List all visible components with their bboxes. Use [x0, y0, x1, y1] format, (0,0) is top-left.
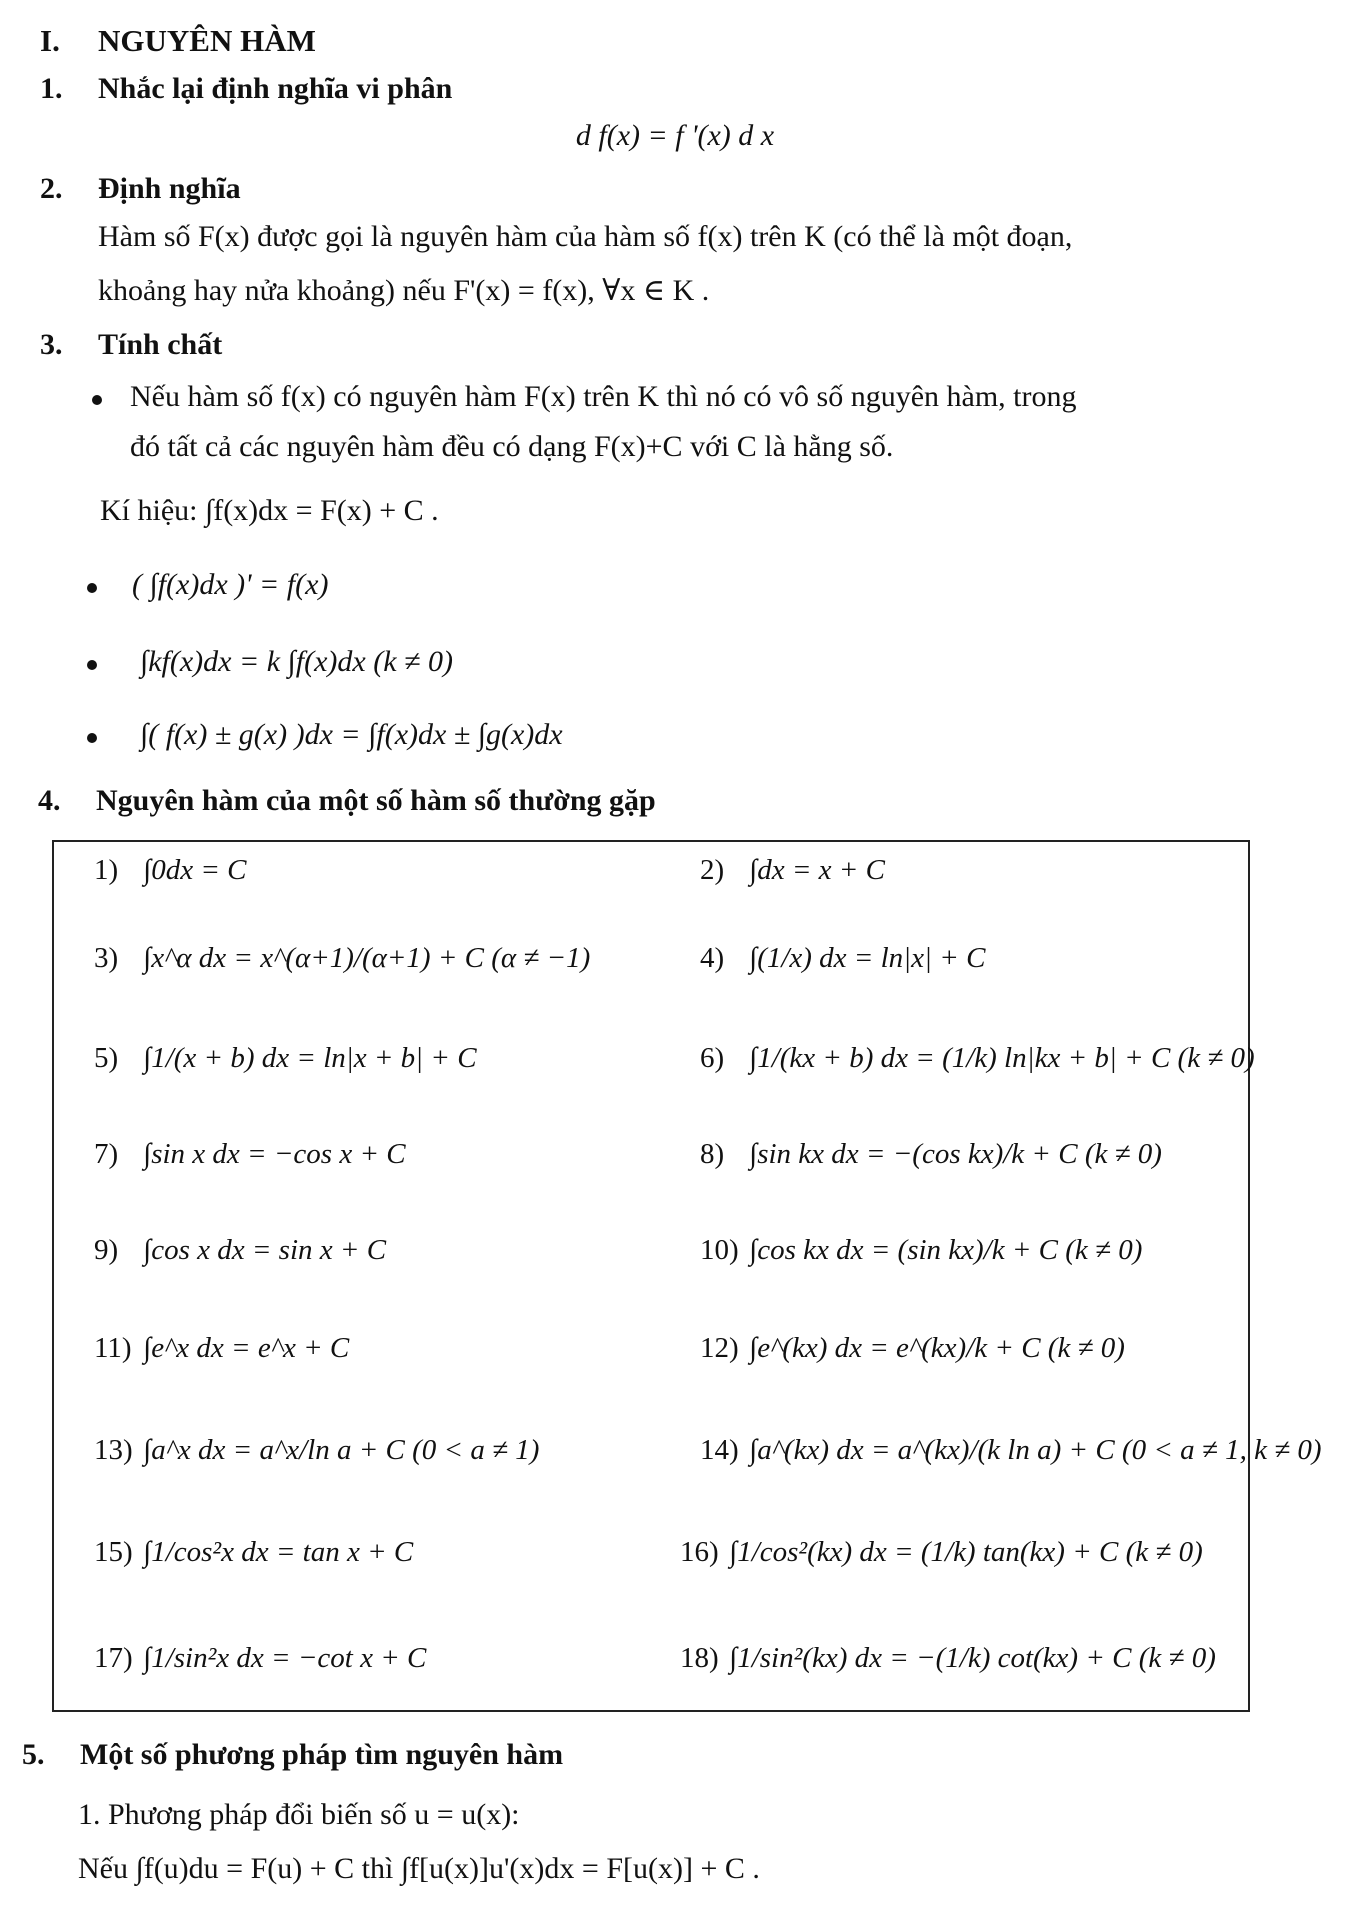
differential-formula: d f(x) = f '(x) d x [575, 119, 775, 152]
formula-item [94, 1040, 477, 1076]
subsection-heading-3 [40, 326, 222, 364]
subsection-heading-5 [22, 1736, 563, 1774]
subsection-title: Tính chất [98, 328, 223, 361]
definition-line-1: Hàm số F(x) được gọi là nguyên hàm của hàm số f(x) trên K (có thể là một đoạn, [98, 220, 1073, 253]
formula-number: 18) [680, 1642, 719, 1674]
method-formula: Nếu ∫f(u)du = F(u) + C thì ∫f[u(x)]u'(x)dx = F[u(x)] + C . [78, 1852, 760, 1885]
formula-number: 5) [94, 1042, 119, 1074]
subsection-heading-4 [38, 782, 656, 820]
formula-text: ∫e^x dx = e^x + C [143, 1332, 350, 1364]
subsection-title: Nhắc lại định nghĩa vi phân [98, 72, 453, 105]
bullet-icon [87, 660, 97, 670]
subsection-title: Nguyên hàm của một số hàm số thường gặp [96, 784, 656, 817]
section-heading [40, 22, 316, 60]
formula-text: ∫1/sin²x dx = −cot x + C [143, 1642, 427, 1674]
formula-number: 2) [700, 854, 725, 886]
formula-item [700, 940, 985, 976]
property-constant-multiple: ∫kf(x)dx = k ∫f(x)dx (k ≠ 0) [140, 645, 453, 678]
notation-line: Kí hiệu: ∫f(x)dx = F(x) + C . [100, 494, 439, 527]
formula-text: ∫cos x dx = sin x + C [143, 1234, 387, 1266]
formula-number: 9) [94, 1234, 119, 1266]
formula-item [700, 1136, 1162, 1172]
formula-number: 6) [700, 1042, 725, 1074]
formula-text: ∫sin kx dx = −(cos kx)/k + C (k ≠ 0) [749, 1138, 1162, 1170]
formula-number: 3) [94, 942, 119, 974]
formula-number: 14) [700, 1434, 739, 1466]
formula-item [700, 852, 885, 888]
formula-text: ∫e^(kx) dx = e^(kx)/k + C (k ≠ 0) [749, 1332, 1125, 1364]
bullet-icon [87, 733, 97, 743]
formula-number: 16) [680, 1536, 719, 1568]
formula-item [680, 1640, 1216, 1676]
section-title: NGUYÊN HÀM [98, 23, 316, 58]
formula-text: ∫(1/x) dx = ln|x| + C [749, 942, 986, 974]
formula-item [94, 1136, 406, 1172]
property-sum: ∫( f(x) ± g(x) )dx = ∫f(x)dx ± ∫g(x)dx [140, 718, 563, 751]
formula-number: 12) [700, 1332, 739, 1364]
formula-item [94, 1232, 386, 1268]
subsection-number: 2. [40, 172, 63, 205]
formula-number: 7) [94, 1138, 119, 1170]
subsection-number: 1. [40, 72, 63, 105]
formula-item [94, 940, 590, 976]
formula-item [700, 1232, 1142, 1268]
formula-text: ∫1/cos²(kx) dx = (1/k) tan(kx) + C (k ≠ 0) [729, 1536, 1203, 1568]
formula-text: ∫a^x dx = a^x/ln a + C (0 < a ≠ 1) [143, 1434, 540, 1466]
formula-number: 11) [94, 1332, 132, 1364]
property-derivative: ( ∫f(x)dx )' = f(x) [132, 568, 329, 601]
formula-item [94, 852, 246, 888]
subsection-title: Một số phương pháp tìm nguyên hàm [80, 1738, 564, 1771]
formula-number: 10) [700, 1234, 739, 1266]
formula-item [700, 1432, 1322, 1468]
bullet-icon [87, 583, 97, 593]
formula-number: 13) [94, 1434, 133, 1466]
formula-number: 15) [94, 1536, 133, 1568]
definition-line-2: khoảng hay nửa khoảng) nếu F'(x) = f(x), ∀x ∈ K . [98, 274, 710, 307]
method-heading: 1. Phương pháp đổi biến số u = u(x): [78, 1798, 520, 1831]
section-number: I. [40, 23, 60, 58]
formula-number: 8) [700, 1138, 725, 1170]
subsection-number: 3. [40, 328, 63, 361]
bullet-icon [92, 395, 102, 405]
subsection-number: 5. [22, 1738, 45, 1771]
subsection-heading-2 [40, 170, 241, 208]
formula-item [94, 1534, 413, 1570]
formula-text: ∫0dx = C [143, 854, 247, 886]
formula-text: ∫1/cos²x dx = tan x + C [143, 1536, 414, 1568]
formula-text: ∫a^(kx) dx = a^(kx)/(k ln a) + C (0 < a ≠ 1, k ≠ 0) [749, 1434, 1322, 1466]
formula-text: ∫x^α dx = x^(α+1)/(α+1) + C (α ≠ −1) [143, 942, 591, 974]
formula-text: ∫sin x dx = −cos x + C [143, 1138, 406, 1170]
formula-text: ∫1/sin²(kx) dx = −(1/k) cot(kx) + C (k ≠ 0) [729, 1642, 1216, 1674]
subsection-heading-1 [40, 70, 452, 108]
formula-text: ∫dx = x + C [749, 854, 885, 886]
formula-number: 4) [700, 942, 725, 974]
formula-item [94, 1640, 426, 1676]
subsection-title: Định nghĩa [98, 172, 241, 205]
formula-number: 1) [94, 854, 119, 886]
property-line-2: đó tất cả các nguyên hàm đều có dạng F(x)+C với C là hằng số. [130, 430, 894, 463]
formula-item [700, 1330, 1125, 1366]
formula-item [94, 1330, 349, 1366]
formula-text: ∫1/(kx + b) dx = (1/k) ln|kx + b| + C (k ≠ 0) [749, 1042, 1255, 1074]
formula-number: 17) [94, 1642, 133, 1674]
formula-item [680, 1534, 1203, 1570]
formula-text: ∫cos kx dx = (sin kx)/k + C (k ≠ 0) [749, 1234, 1143, 1266]
formula-text: ∫1/(x + b) dx = ln|x + b| + C [143, 1042, 477, 1074]
formula-item [700, 1040, 1255, 1076]
subsection-number: 4. [38, 784, 61, 817]
formula-item [94, 1432, 539, 1468]
property-line-1: Nếu hàm số f(x) có nguyên hàm F(x) trên K thì nó có vô số nguyên hàm, trong [130, 380, 1077, 413]
